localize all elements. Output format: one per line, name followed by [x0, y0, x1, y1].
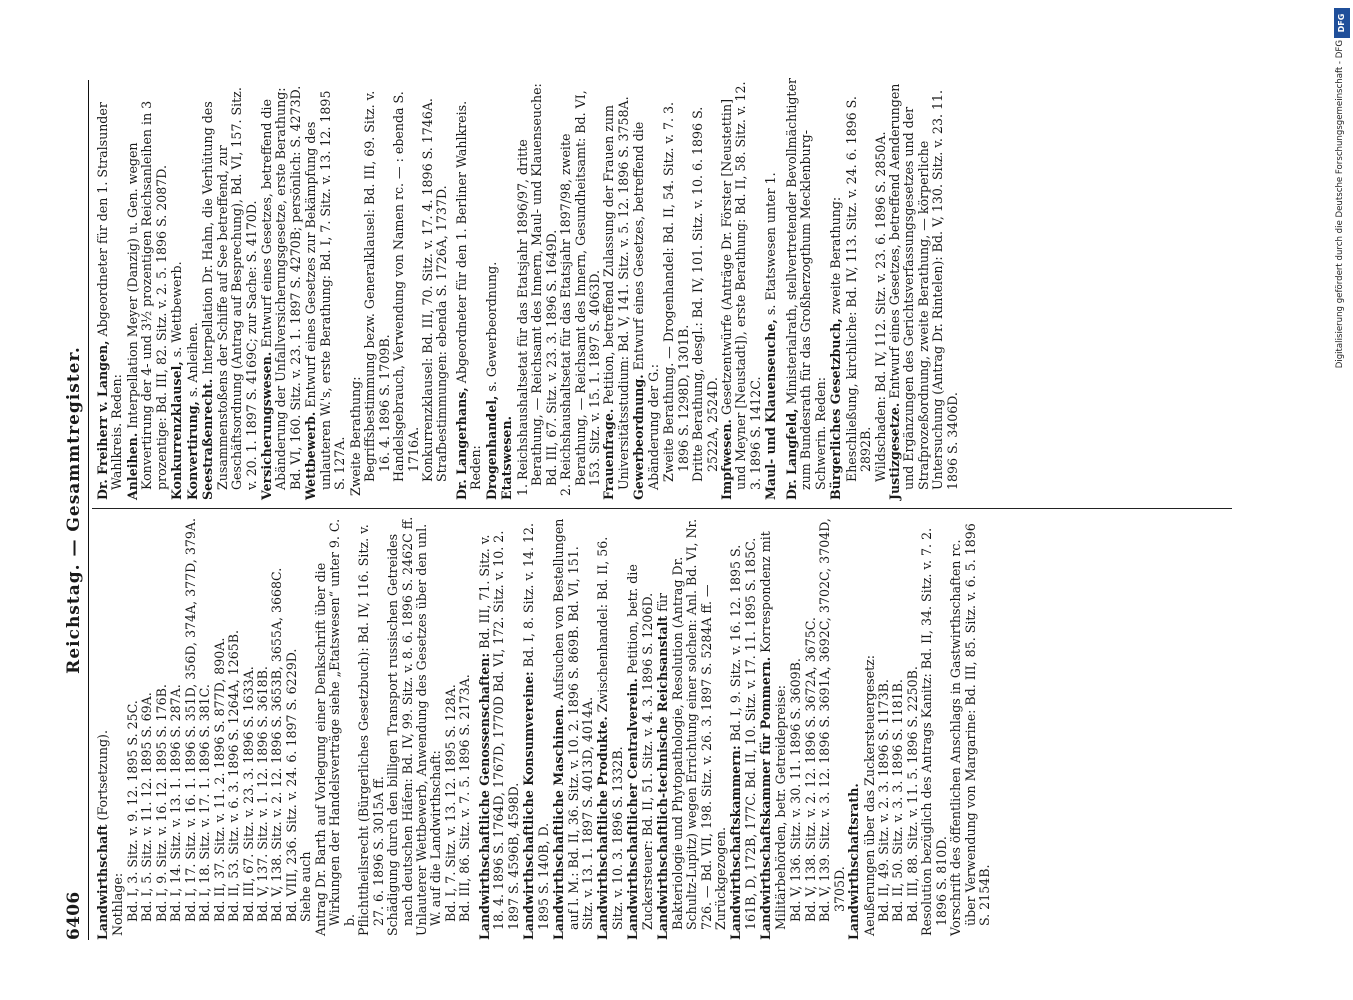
sub-entry: Unlauterer Wettbewerb, Anwendung des Gesetzes über den unl. W. auf die Landwirthschaft: [413, 523, 444, 936]
register-entry [596, 516, 625, 940]
entry-text: s. Gewerbeordnung. [483, 261, 499, 396]
entry-text: Entwurf eines Gesetzes zur Bekämpfung des unlauteren W.'s, erste Berathung: Bd. I, 7. Sitz. v. 13. 12. 1895 S. 127A. [303, 90, 348, 490]
entry-text: s. Etatswesen unter 1. [763, 172, 779, 320]
entry-text: Ministerialrath, stellvertretender Bevollmächtigter zum Bundesrath für das Großherzogthum Mecklenburg-Schwerin. Reden: [783, 78, 828, 490]
entry-text: Interpellation Dr. Hahn, die Verhütung des Zusammenstoßens der Schiffe auf See betreffend, zur Geschäftsordnung (Antrag auf Besprechung), Bd. VI, 157. Sitz. v. 20. 1. 1897 S. 4169C; zur Sache: S. 4170D. [200, 87, 259, 490]
reference-line: Bd. II, 50. Sitz. v. 3. 3. 1896 S. 1181B. [890, 679, 906, 922]
entry-text: Petition, betreffend Zulassung der Frauen zum Universitätsstudium: Bd. V, 141. Sitz. v. 5. 12. 1896 S. 3758A. [601, 96, 631, 490]
sub-entry: Schädigung durch den billigen Transport russischen Getreides nach deutschen Häfen: Bd. IV, 99. Sitz. v. 8. 6. 1896 S. 2462C ff. [385, 516, 415, 936]
entry-keyword: Maul- und Klauenseuche, [763, 319, 779, 500]
reference-line: Eheschließung, kirchliche: Bd. IV, 113. Sitz. v. 24. 6. 1896 S. 2892B. [843, 96, 874, 482]
reference-line: Bd. I, 17. Sitz. v. 16. 1. 1896 S. 351D, 356D, 374A, 377D, 379A. [182, 518, 198, 922]
register-entry [96, 516, 110, 940]
entry-text: zweite Berathung: [828, 196, 844, 319]
reference-line: Bd. II, 49. Sitz. v. 2. 3. 1896 S. 1173B. [876, 679, 892, 922]
register-entry [552, 516, 595, 940]
reference-line: Bd. II, 37. Sitz. v. 11. 2. 1896 S. 877D, 890A. [211, 637, 227, 922]
entry-keyword: Landwirthschaftskammer für Pommern. [758, 656, 774, 940]
register-entry [260, 76, 303, 500]
digitization-credit: Digitalisierung gefördert durch die Deutsche Forschungsgemeinschaft - DFG [1335, 40, 1345, 369]
entry-keyword: Landwirthschaft [95, 824, 110, 940]
entry-text: Entwurf eines Gesetzes, betreffend die Abänderung der G.: [631, 121, 661, 490]
page-number: 6406 [64, 891, 84, 940]
register-entry [626, 516, 655, 940]
reference-line: Bd. V, 136. Sitz. v. 30. 11. 1896 S. 3609B. [788, 658, 804, 922]
entry-text: Bd. III, 71. Sitz. v. 18. 4. 1896 S. 1764D, 1767D, 1770D Bd. VI, 172. Sitz. v. 10. 2. 1897 S. 4596B, 4598D. [476, 530, 521, 930]
register-entry [201, 76, 259, 500]
page-header [62, 80, 89, 940]
entry-keyword: Landwirthschaftsrath. [846, 783, 862, 940]
entry-text: Aufsuchen von Bestellungen auf l. M.: Bd. II, 36. Sitz. v. 10. 2. 1896 S. 869B. Bd. VI, 151. Sitz. v. 13. 1. 1897 S. 4013D, 4014A. [551, 518, 595, 930]
register-entry [759, 516, 788, 940]
reference-line: Bd. II, 53. Sitz. v. 6. 3. 1896 S. 1264A, 1265B. [226, 629, 242, 922]
right-column [96, 76, 961, 500]
reference-line: Begriffsbestimmung bezw. Generalklausel: Bd. III, 69. Sitz. v. 16. 4. 1896 S. 1709B. [362, 90, 392, 482]
entry-text: Gesetzentwürfe (Anträge Dr. Förster [Neustettin] und Meyner [Neustadt]), erste Berathung: Bd. II, 58. Sitz. v. 12. 3. 1896 S. 1412C. [719, 81, 763, 490]
register-entry [522, 516, 551, 940]
entry-keyword: Bürgerliches Gesetzbuch, [828, 318, 844, 500]
entry-text: Bd. I, 9. Sitz. v. 16. 12. 1895 S. 161B, D, 172B, 177C. Bd. II, 10. Sitz. v. 17. 11. 1895 S. 185C. [728, 537, 758, 930]
entry-keyword: Versicherungswesen. [258, 351, 274, 500]
entry-text: für Bakteriologie und Phytopathologie, Resolution (Antrag Dr. Schultz-Lupitz) wegen Errichtung einer solchen: Anl. Bd. VI, Nr. 726. — Bd. VII, 198. Sitz. v. 26. 3. 1897 S. 5284A ff. — Zurückgezogen. [655, 518, 729, 930]
register-entry [96, 76, 125, 500]
register-entry [785, 76, 828, 500]
register-entry [720, 76, 763, 500]
dfg-logo: DFG [1334, 8, 1350, 38]
entry-keyword: Konvertirung, [184, 401, 200, 500]
entry-text: s. Anleihen. [184, 322, 200, 402]
reference-line: Dritte Berathung, desgl.: Bd. IV, 101. Sitz. v. 10. 6. 1896 S. 2522A, 2524D. [690, 106, 720, 482]
entry-keyword: Landwirthschaftliche Konsumvereine: [521, 671, 537, 940]
register-entry [485, 76, 499, 500]
sub-entry: Zweite Berathung: [347, 376, 363, 496]
entry-text: Entwurf eines Gesetzes, betreffend Aenderungen und Ergänzungen des Gerichtsverfassungsgesetzes und der Strafprozeßordnung, zweite Berathung, — körperliche Untersuchung (Antrag Dr. Rintelen): Bd. V, 130. Sitz. v. 23. 11. 1896 S. 3406D. [887, 83, 960, 490]
entry-text: Entwurf eines Gesetzes, betreffend die Abänderung der Unfallversicherungsgesetze, erste Berathung: Bd. VI, 160. Sitz. v. 23. 1. 1897 S. 4270B; persönlich: S. 4273D. [258, 85, 303, 490]
entry-text: Interpellation Meyer (Danzig) u. Gen. wegen Konvertirung der 4- und 3½ prozentigen Reichsanleihen in 3 prozentige: Bd. III, 82. Sitz. v. 2. 5. 1896 S. 2087D. [124, 100, 169, 490]
reference-line: Strafbestimmungen: ebenda S. 1726A, 1737D. [434, 185, 450, 482]
column-divider [92, 508, 1232, 509]
register-entry [126, 76, 169, 500]
register-entry [602, 76, 631, 500]
sub-entry: 2. Reichshaushaltsetat für das Etatsjahr 1897/98, zweite Berathung, — Reichsamt des Innern, Gesundheitsamt: Bd. VI, 153. Sitz. v. 15. 1. 1897 S. 4063D. [558, 90, 602, 496]
register-entry [304, 76, 347, 500]
entry-keyword: Seestraßenrecht. [200, 378, 216, 500]
reference-line: Bd. V, 137. Sitz. v. 1. 12. 1896 S. 3618B. [254, 666, 270, 922]
entry-keyword: Drogenhandel, [483, 395, 499, 500]
entry-keyword: Impfwesen. [719, 419, 735, 500]
register-entry [888, 76, 960, 500]
sub-entry: Vorschrift des öffentlichen Anschlags in Gastwirthschaften rc. über Verwendung von Margarine: Bd. III, 85. Sitz. v. 6. 5. 1896 S. 2154B. [948, 523, 993, 936]
sub-entry: Antrag Dr. Barth auf Vorlegung einer Denkschrift über die Wirkungen der Handelsverträge siehe „Etatswesen“ unter 9. C. b. [312, 518, 357, 936]
reference-line: Bd. I, 14. Sitz. v. 13. 1. 1896 S. 287A. [168, 684, 184, 922]
reference-line: Bd. V, 138. Sitz. v. 2. 12. 1896 S. 3672A, 3675C. [802, 617, 818, 922]
entry-keyword: Landwirthschaftlich-technische Reichsanstalt [655, 615, 671, 940]
register-entry [729, 516, 758, 940]
register-entry [829, 76, 843, 500]
entry-keyword: Landwirthschaftliche Produkte. [595, 716, 611, 940]
sub-entry: Pflichttheilsrecht (Bürgerliches Gesetzbuch): Bd. IV, 116. Sitz. v. 27. 6. 1896 S. 3015A ff. [356, 524, 386, 936]
entry-keyword: Gewerbeordnung. [631, 374, 647, 500]
register-entry [847, 516, 861, 940]
entry-text: s. Wettbewerb. [169, 261, 185, 362]
register-entry [478, 516, 521, 940]
entry-keyword: Anleihen. [124, 432, 140, 500]
reference-line: Konkurrenzklausel: Bd. III, 70. Sitz. v. 17. 4. 1896 S. 1746A. [419, 98, 435, 482]
entry-text: Abgeordneter für den 1. Stralsunder Wahlkreis. Reden: [95, 102, 125, 490]
entry-keyword: Landwirthschaftliche Genossenschaften: [476, 652, 492, 940]
entry-keyword: Konkurrenzklausel, [169, 361, 185, 500]
reference-line: Bd. I, 7. Sitz. v. 13. 12. 1895 S. 128A. [442, 684, 458, 922]
entry-text: Petition, betr. die Zuckersteuer: Bd. II, 51. Sitz. v. 4. 3. 1896 S. 1206D. [625, 564, 655, 930]
entry-keyword: Landwirthschaftliche Maschinen. [551, 704, 567, 940]
register-entry [632, 76, 661, 500]
reference-line: Zweite Berathung. — Drogenhandel: Bd. II, 54. Sitz. v. 7. 3. 1896 S. 1298D, 1301B. [661, 102, 691, 482]
reference-line: Bd. I, 9. Sitz. v. 16. 12. 1895 S. 176B. [153, 684, 169, 922]
register-entry [186, 76, 200, 500]
register-entry [656, 516, 728, 940]
entry-keyword: Etatswesen. [499, 416, 515, 500]
reference-line: Bd. V, 138. Sitz. v. 2. 12. 1896 S. 3653B, 3655A, 3668C. [269, 567, 285, 922]
running-title: Reichstag. — Gesammtregister. [64, 346, 84, 674]
sub-entry: 1. Reichshaushaltsetat für das Etatsjahr 1896/97, dritte Berathung, — Reichsamt des Innern, Maul- und Klauenseuche: Bd. III, 67. Sitz. v. 23. 3. 1896 S. 1649D. [514, 83, 559, 496]
reference-line: Bd. III, 86. Sitz. v. 7. 5. 1896 S. 2173A. [457, 674, 473, 922]
entry-text: Korrespondenz mit Militärbehörden, betr. Getreidepreise: [758, 531, 788, 930]
reference-line: Wildschaden: Bd. IV, 112. Sitz. v. 23. 6. 1896 S. 2850A. [872, 131, 888, 482]
entry-text: Abgeordneter für den 1. Berliner Wahlkreis. Reden: [453, 100, 484, 490]
reference-line: Bd. III, 67. Sitz. v. 23. 3. 1896 S. 1633A. [240, 666, 256, 922]
entry-keyword: Frauenfrage. [601, 408, 617, 500]
entry-keyword: Wettbewerb. [303, 411, 319, 500]
entry-text: Zwischenhandel: Bd. II, 56. Sitz. v. 10. 3. 1896 S. 1332B. [595, 536, 625, 930]
register-entry [455, 76, 484, 500]
sub-entry: Aeußerungen über das Zuckersteuergesetz: [861, 654, 877, 936]
reference-line: Bd. V, 139. Sitz. v. 3. 12. 1896 S. 3691A, 3692C, 3702C, 3704D, 3705D. [817, 518, 847, 922]
entry-keyword: Dr. Langfeld, [783, 408, 799, 500]
reference-line: Handelsgebrauch, Verwendung von Namen rc. — : ebenda S. 1716A. [391, 91, 421, 482]
entry-keyword: Landwirthschaftlicher Centralverein. [625, 678, 641, 940]
reference-line: Bd. III, 88. Sitz. v. 11. 5. 1896 S. 2250B. [904, 666, 920, 922]
reference-line: Bd. I, 18. Sitz. v. 17. 1. 1896 S. 381C. [197, 684, 213, 922]
entry-keyword: Dr. Langerhans, [453, 387, 469, 500]
register-entry [170, 76, 184, 500]
reference-line: Bd. I, 3. Sitz. v. 9. 12. 1895 S. 25C. [124, 700, 140, 922]
entry-keyword: Justizgesetze. [887, 402, 903, 500]
entry-text: Bd. I, 8. Sitz. v. 14. 12. 1895 S. 140B, D. [521, 522, 551, 930]
sub-entry: Resolution bezüglich des Antrags Kanitz: Bd. II, 34. Sitz. v. 7. 2. 1896 S. 810D. [919, 527, 949, 936]
reference-line: Bd. VIII, 236. Sitz. v. 24. 6. 1897 S. 6229D. [283, 648, 299, 922]
register-entry [500, 76, 514, 500]
entry-text: (Fortsetzung). [95, 730, 110, 825]
left-column [96, 516, 993, 940]
register-entry [764, 76, 778, 500]
entry-keyword: Dr. Freiherr v. Langen, [95, 340, 110, 500]
reference-line: Siehe auch [298, 851, 314, 922]
sub-entry: Nothlage: [110, 872, 126, 936]
entry-keyword: Landwirthschaftskammern: [728, 745, 744, 940]
reference-line: Bd. I, 5. Sitz. v. 11. 12. 1895 S. 69A. [139, 692, 155, 922]
